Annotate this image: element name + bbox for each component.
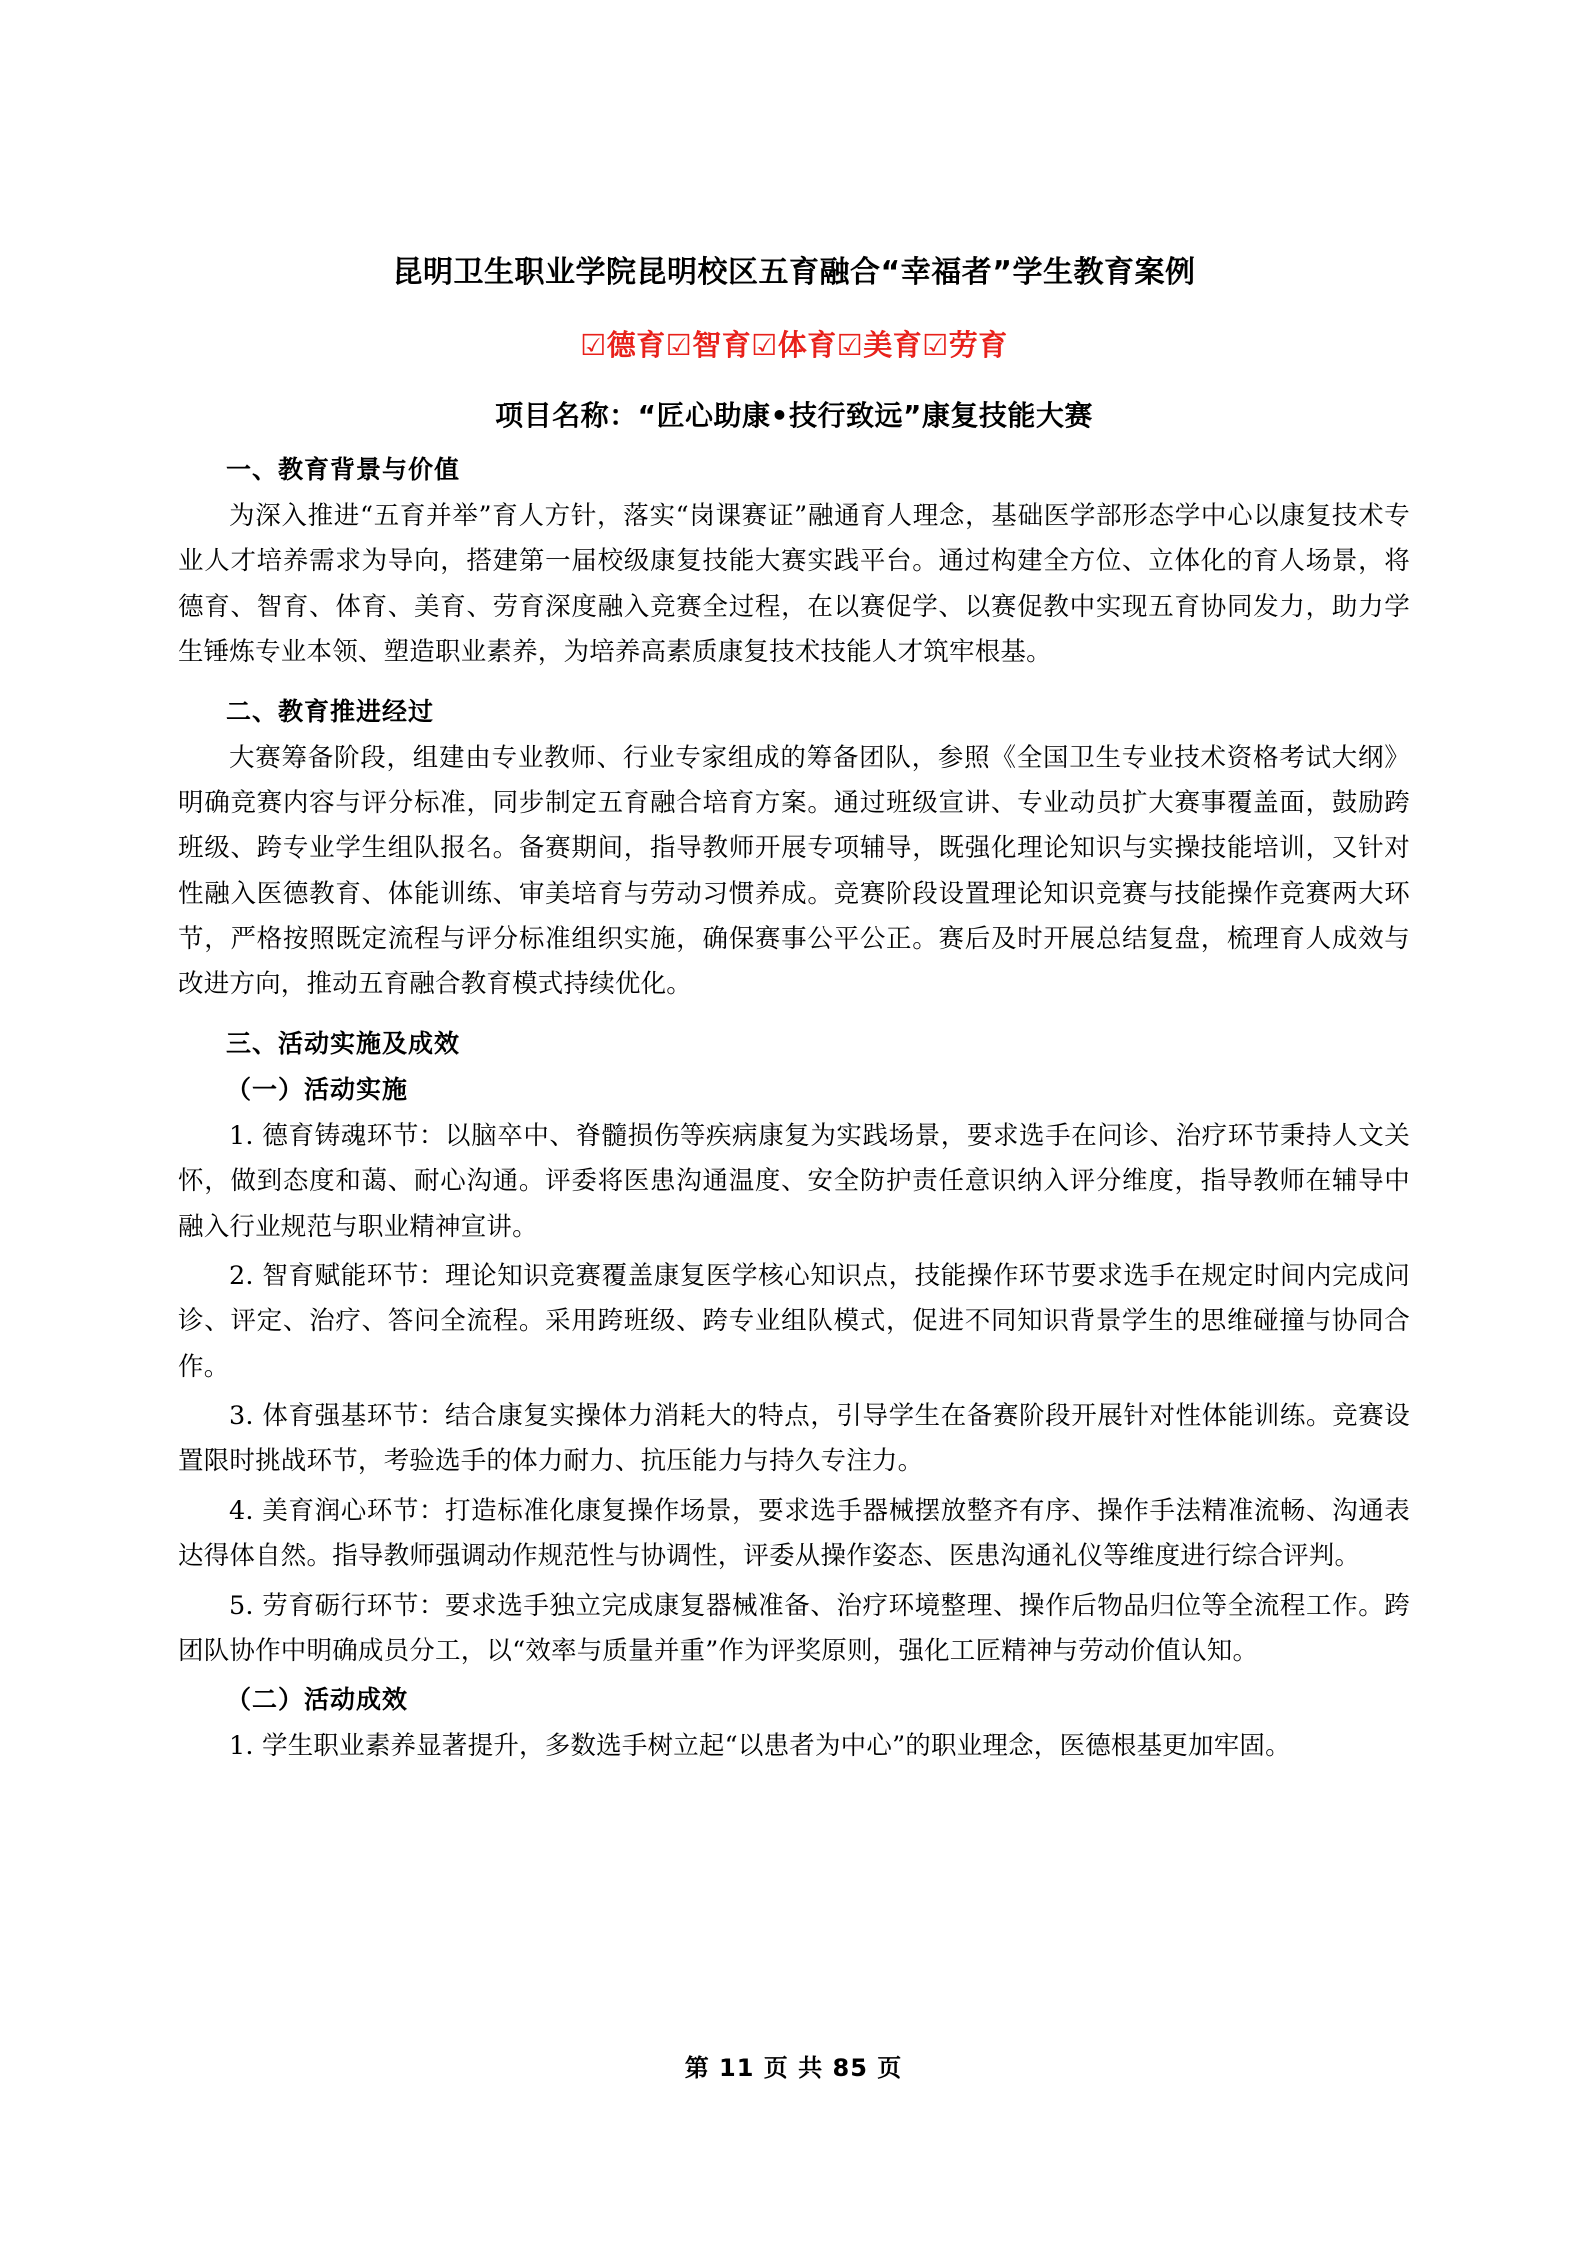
subsection-3-1-paragraph-1: 1. 德育铸魂环节：以脑卒中、脊髓损伤等疾病康复为实践场景，要求选手在问诊、治疗环节秉持人文关怀，做到态度和蔼、耐心沟通。评委将医患沟通温度、安全防护责任意识纳入评分维度，指导教师在辅导中融入行业规范与职业精神宣讲。 xyxy=(178,1120,1410,1242)
section-heading-3: 三、活动实施及成效 xyxy=(226,1028,461,1058)
subsection-3-2-paragraph-1: 1. 学生职业素养显著提升，多数选手树立起“以患者为中心”的职业理念，医德根基更加牢固。 xyxy=(229,1731,1291,1762)
project-title: 项目名称：“匠心助康•技行致远”康复技能大赛 xyxy=(495,399,1093,432)
section-heading-2: 二、教育推进经过 xyxy=(226,696,435,726)
page-content xyxy=(178,0,1410,1770)
subsection-3-1-paragraph-5: 5. 劳育砺行环节：要求选手独立完成康复器械准备、治疗环境整理、操作后物品归位等全流程工作。跨团队协作中明确成员分工，以“效率与质量并重”作为评奖原则，强化工匠精神与劳动价值认知。 xyxy=(178,1590,1410,1666)
page-title: 昆明卫生职业学院昆明校区五育融合“幸福者”学生教育案例 xyxy=(392,255,1196,290)
page-footer: 第 11 页 共 85 页 xyxy=(684,2054,903,2082)
subsection-3-1-paragraph-4: 4. 美育润心环节：打造标准化康复操作场景，要求选手器械摆放整齐有序、操作手法精准流畅、沟通表达得体自然。指导教师强调动作规范性与协调性，评委从操作姿态、医患沟通礼仪等维度进行综合评判。 xyxy=(178,1495,1410,1572)
five-education-line: ☑德育☑智育☑体育☑美育☑劳育 xyxy=(580,328,1008,362)
subsection-heading-3-2: （二）活动成效 xyxy=(226,1685,409,1715)
subsection-3-1-paragraph-2: 2. 智育赋能环节：理论知识竞赛覆盖康复医学核心知识点，技能操作环节要求选手在规定时间内完成问诊、评定、治疗、答问全流程。采用跨班级、跨专业组队模式，促进不同知识背景学生的思维碰撞与协同合作。 xyxy=(178,1260,1410,1382)
section-2-paragraph-1: 大赛筹备阶段，组建由专业教师、行业专家组成的筹备团队，参照《全国卫生专业技术资格考试大纲》明确竞赛内容与评分标准，同步制定五育融合培育方案。通过班级宣讲、专业动员扩大赛事覆盖面，鼓励跨班级、跨专业学生组队报名。备赛期间，指导教师开展专项辅导，既强化理论知识与实操技能培训，又针对性融入医德教育、体能训练、审美培育与劳动习惯养成。竞赛阶段设置理论知识竞赛与技能操作竞赛两大环节，严格按照既定流程与评分标准组织实施，确保赛事公平公正。赛后及时开展总结复盘，梳理育人成效与改进方向，推动五育融合教育模式持续优化。 xyxy=(178,742,1410,1000)
subsection-heading-3-1: （一）活动实施 xyxy=(226,1074,409,1104)
section-1-paragraph-1: 为深入推进“五育并举”育人方针，落实“岗课赛证”融通育人理念，基础医学部形态学中心以康复技术专业人才培养需求为导向，搭建第一届校级康复技能大赛实践平台。通过构建全方位、立体化的育人场景，将德育、智育、体育、美育、劳育深度融入竞赛全过程，在以赛促学、以赛促教中实现五育协同发力，助力学生锤炼专业本领、塑造职业素养，为培养高素质康复技术技能人才筑牢根基。 xyxy=(178,501,1410,668)
section-heading-1: 一、教育背景与价值 xyxy=(226,455,461,484)
subsection-3-1-paragraph-3: 3. 体育强基环节：结合康复实操体力消耗大的特点，引导学生在备赛阶段开展针对性体能训练。竞赛设置限时挑战环节，考验选手的体力耐力、抗压能力与持久专注力。 xyxy=(178,1401,1410,1477)
